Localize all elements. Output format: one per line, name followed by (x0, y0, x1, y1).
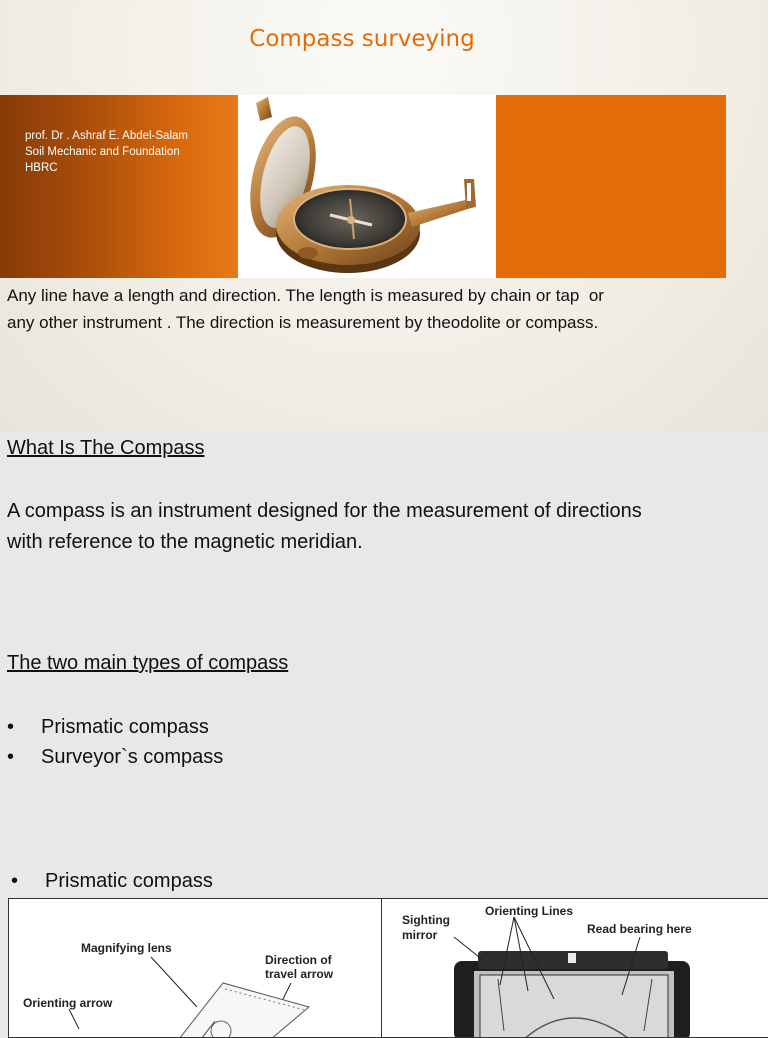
prismatic-compass-diagram (381, 898, 768, 1038)
list-item (7, 742, 223, 772)
brass-compass-image (238, 95, 496, 278)
bullet-icon: • (7, 716, 15, 738)
label-magnifying-lens: Magnifying lens (81, 941, 172, 955)
intro-line-1: Any line have a length and direction. The length is measured by chain or tap or (7, 286, 604, 305)
intro-line-2: any other instrument . The direction is measurement by theodolite or compass. (7, 313, 599, 332)
author-department: Soil Mechanic and Foundation (25, 146, 180, 158)
bullet-icon: • (11, 870, 19, 892)
compass-definition (7, 496, 767, 558)
baseplate-compass-drawing (9, 899, 382, 1038)
bullet-icon: • (7, 746, 15, 768)
label-sighting: Sighting (402, 913, 450, 927)
author-block (25, 128, 188, 176)
orange-accent-band (496, 95, 726, 278)
label-mirror: mirror (402, 928, 438, 942)
prismatic-compass-heading: Prismatic compass (45, 870, 213, 892)
list-item (7, 712, 223, 742)
compass-types-heading: The two main types of compass (7, 652, 289, 674)
author-organization: HBRC (25, 162, 58, 174)
author-name: prof. Dr . Ashraf E. Abdel-Salam (25, 130, 188, 142)
intro-text (7, 282, 759, 336)
definition-line-2: with reference to the magnetic meridian. (7, 531, 363, 553)
prismatic-heading-list (11, 866, 213, 896)
label-travel-arrow: travel arrow (265, 967, 334, 981)
author-panel (0, 95, 238, 278)
type-prismatic: Prismatic compass (41, 716, 209, 738)
slide-title: Compass surveying (249, 26, 475, 52)
orienteering-compass-diagram (8, 898, 382, 1038)
label-direction-of: Direction of (265, 953, 332, 967)
type-surveyors: Surveyor`s compass (41, 746, 224, 768)
label-read-bearing: Read bearing here (587, 922, 692, 936)
list-item (11, 866, 213, 896)
compass-types-list (7, 712, 223, 772)
compass-photo (238, 95, 496, 278)
lensatic-compass-drawing (382, 899, 768, 1038)
title-slide (0, 0, 768, 432)
label-orienting-lines: Orienting Lines (485, 904, 574, 918)
definition-line-1: A compass is an instrument designed for the measurement of directions (7, 500, 642, 522)
what-is-compass-heading: What Is The Compass (7, 437, 205, 459)
label-orienting-arrow: Orienting arrow (23, 996, 113, 1010)
